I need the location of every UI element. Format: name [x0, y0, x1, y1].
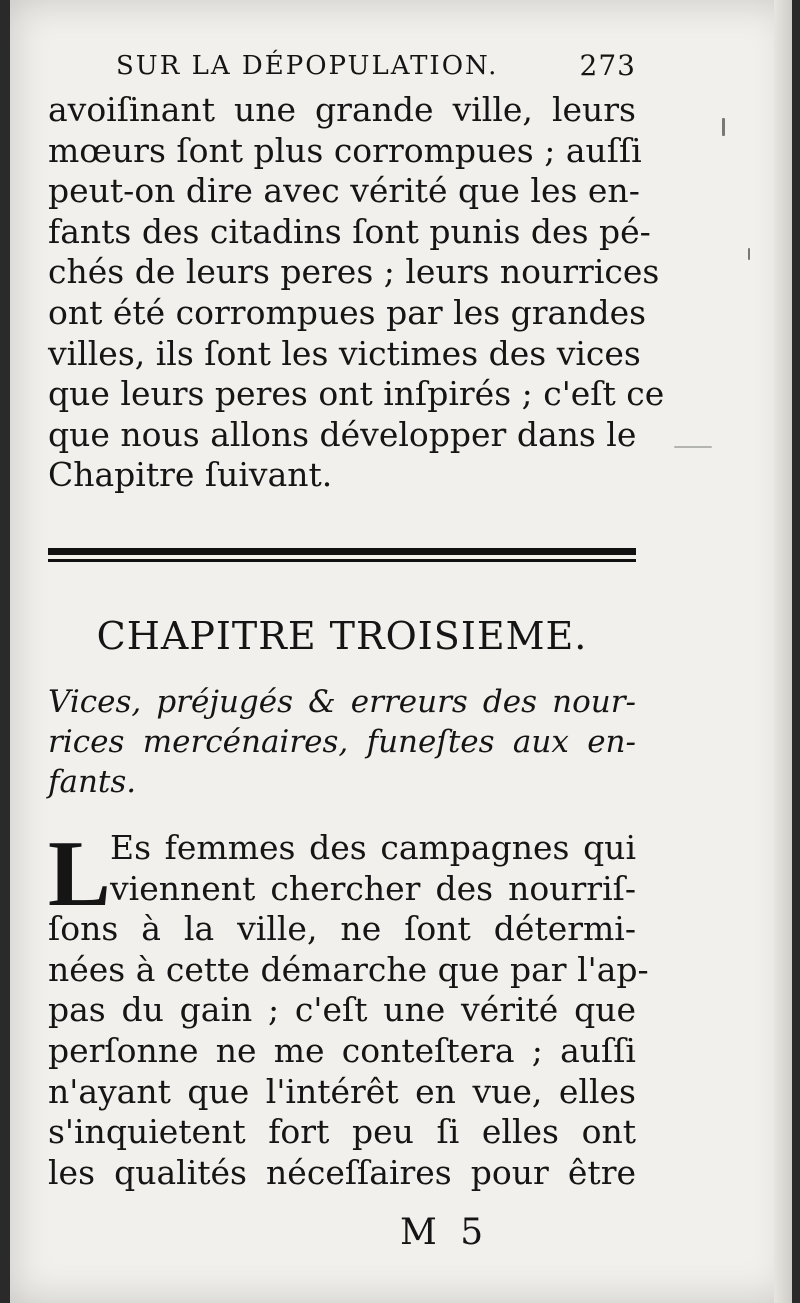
text-line: Chapitre ſuivant.	[48, 455, 333, 495]
text-line: ſons à la ville, ne ſont détermi-	[48, 909, 636, 949]
text-line: ont été corrompues par les grandes	[48, 292, 647, 332]
text-line: pas du gain ; c'eſt une vérité que	[48, 990, 636, 1030]
text-line: viennent chercher des nourriſ-	[110, 868, 636, 908]
book-page	[10, 0, 792, 1303]
chapter-divider	[48, 548, 636, 562]
subtitle-line: Vices, préjugés & erreurs des nour-	[48, 683, 636, 720]
page-content	[48, 42, 665, 1193]
text-line: que leurs peres ont inſpirés ; c'eſt ce	[48, 374, 665, 414]
opening-text	[48, 90, 665, 496]
page-edge	[774, 0, 792, 1303]
text-line: avoiſinant une grande ville, leurs	[48, 90, 636, 129]
subtitle-line: rices mercénaires, funeſtes aux en-	[48, 723, 636, 760]
subtitle-line: fants.	[48, 763, 137, 800]
chapter-subtitle	[48, 682, 636, 802]
text-line: chés de leurs peres ; leurs nourrices	[48, 252, 660, 292]
text-line: que nous allons développer dans le	[48, 414, 637, 454]
catchword: M 5	[400, 1212, 490, 1253]
running-title: SUR LA DÉPOPULATION.	[116, 51, 499, 81]
divider-thin-rule	[48, 559, 636, 562]
ink-speck	[674, 446, 712, 448]
chapter-paragraph	[48, 821, 649, 1193]
chapter-title: CHAPITRE TROISIEME.	[96, 613, 588, 658]
text-line: nées à cette démarche que par l'ap-	[48, 949, 649, 989]
ink-speck	[748, 248, 750, 260]
text-line: villes, ils ſont les victimes des vices	[48, 333, 641, 373]
running-header	[48, 42, 636, 90]
text-line: mœurs ſont plus corrompues ; auſſi	[48, 130, 642, 170]
text-line: s'inquietent fort peu ſi elles ont	[48, 1112, 636, 1152]
text-line: n'ayant que l'intérêt en vue, elles	[48, 1071, 636, 1111]
text-line: les qualités néceſſaires pour être	[48, 1152, 636, 1192]
text-line: perſonne ne me conteſtera ; auſſi	[48, 1030, 636, 1070]
text-line: fants des citadins ſont punis des pé-	[48, 211, 651, 251]
page-number: 273	[579, 49, 636, 82]
drop-cap: L	[48, 821, 111, 926]
text-line: peut-on dire avec vérité que les en-	[48, 171, 640, 211]
divider-thick-rule	[48, 548, 636, 555]
text-line: Es femmes des campagnes qui	[110, 827, 636, 867]
ink-speck	[722, 118, 725, 136]
